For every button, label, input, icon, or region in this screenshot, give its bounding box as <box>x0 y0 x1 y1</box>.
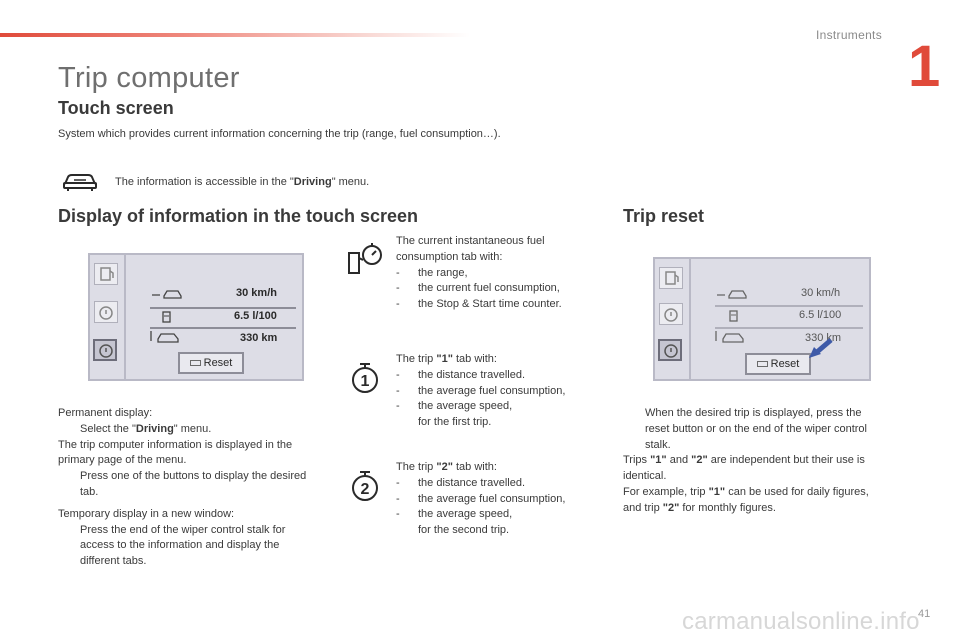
dash-glyph: - <box>396 400 400 413</box>
current-item-stop-start: the Stop & Start time counter. <box>418 298 562 311</box>
current-tab-block <box>396 234 596 313</box>
chapter-title: Instruments <box>816 28 882 42</box>
example-mid: can be used for daily figures, and trip <box>623 485 869 514</box>
trips-number-1: "1" <box>650 454 667 467</box>
reset-button[interactable] <box>745 353 811 375</box>
trips-and: and <box>666 454 692 467</box>
current-tab-item <box>396 297 596 313</box>
note-text-pre: The information is accessible in the " <box>115 176 294 188</box>
trip2-item <box>396 492 596 508</box>
current-item-range: the range, <box>418 266 468 279</box>
reset-chip-icon <box>190 360 201 366</box>
trip2-item-consumption: the average fuel consumption, <box>418 492 566 505</box>
permanent-display-title: Permanent display: <box>58 407 153 419</box>
trip1-item-speed: the average speed, <box>418 400 513 413</box>
select-text-post: " menu. <box>173 422 212 435</box>
permanent-display-block <box>58 406 316 570</box>
svg-text:1: 1 <box>360 373 370 390</box>
fuel-pump-icon <box>160 310 174 324</box>
trip2-tab-block <box>396 460 596 539</box>
range-value: 330 km <box>240 332 278 344</box>
trip1-item <box>396 384 596 400</box>
trip-reset-block <box>623 406 885 517</box>
screen-side-divider <box>689 257 691 381</box>
trip1-tab-intro <box>396 352 596 368</box>
row-divider <box>150 307 296 309</box>
trip2-tab-button[interactable] <box>658 339 682 361</box>
trip1-item-consumption: the average fuel consumption, <box>418 384 566 397</box>
example-post: for monthly figures. <box>679 501 776 514</box>
touch-screen-heading: Touch screen <box>58 98 174 118</box>
trip2-item-cont: for the second trip. <box>418 524 510 537</box>
fuel-tab-button[interactable] <box>659 267 683 289</box>
trip1-item-cont: for the first trip. <box>418 416 492 429</box>
screen-side-divider <box>124 253 126 381</box>
page-title: Trip computer <box>58 62 240 94</box>
driving-menu-note <box>115 175 595 191</box>
trip2-tab-button[interactable] <box>93 339 117 361</box>
trip2-item-distance: the distance travelled. <box>418 476 526 489</box>
dash-glyph: - <box>396 282 400 295</box>
dash-glyph: - <box>396 266 400 279</box>
trips-independent-text <box>623 453 885 485</box>
trip2-item <box>396 476 596 492</box>
range-value: 330 km <box>805 332 842 344</box>
when-desired-item <box>623 406 885 453</box>
press-buttons-item <box>58 469 316 501</box>
consumption-value: 6.5 l/100 <box>799 309 842 321</box>
row-divider <box>715 305 863 307</box>
select-driving-item <box>58 422 316 438</box>
trip1-tab-button[interactable] <box>659 303 683 325</box>
note-driving-bold: Driving <box>293 176 332 188</box>
temporary-display-title: Temporary display in a new window: <box>58 507 235 520</box>
range-flag-car-icon <box>713 329 753 345</box>
speed-value: 30 km/h <box>801 287 841 299</box>
reset-chip-icon <box>757 361 768 367</box>
watermark: carmanualsonline.info <box>682 608 920 635</box>
example-text <box>623 485 885 517</box>
dash-glyph: - <box>396 476 400 489</box>
current-tab-item <box>396 281 596 297</box>
trip1-stopwatch-icon <box>350 362 380 399</box>
dash-glyph: - <box>396 508 400 521</box>
reset-label: Reset <box>770 358 800 370</box>
header-accent-bar <box>0 33 470 37</box>
trip-reset-heading: Trip reset <box>623 206 705 226</box>
touch-screen-mockup <box>88 253 304 381</box>
trips-number-2: "2" <box>691 454 708 467</box>
range-car-icon <box>715 287 753 301</box>
press-stalk-item <box>58 523 316 570</box>
trip1-item <box>396 368 596 384</box>
trip2-number: "2" <box>436 461 453 473</box>
fuel-stopwatch-icon <box>345 240 385 281</box>
example-pre: For example, trip <box>623 485 709 498</box>
chapter-number: 1 <box>908 34 941 99</box>
trip2-item-speed: the average speed, <box>418 508 513 521</box>
svg-text:2: 2 <box>360 481 370 498</box>
example-number-1: "1" <box>708 485 726 498</box>
fuel-tab-button[interactable] <box>94 263 118 285</box>
current-tab-intro: The current instantaneous fuel consumption tab with: <box>396 235 545 263</box>
trip2-post: tab with: <box>452 461 497 473</box>
trip2-item <box>396 507 596 523</box>
primary-info-text: The trip computer information is displayed in the primary page of the menu. <box>58 438 293 467</box>
trips-post: are independent but their use is identical. <box>623 454 865 483</box>
dash-glyph: - <box>396 298 400 311</box>
range-flag-car-icon <box>148 329 188 345</box>
page-number: 41 <box>918 608 931 620</box>
press-arrow-icon <box>805 337 835 361</box>
trip1-post: tab with: <box>452 353 497 365</box>
reset-button[interactable] <box>178 352 244 374</box>
trips-pre: Trips <box>623 454 651 467</box>
car-icon <box>62 170 98 197</box>
dash-glyph: - <box>396 384 400 397</box>
trip1-tab-block <box>396 352 596 431</box>
example-number-2: "2" <box>662 501 680 514</box>
trip1-tab-button[interactable] <box>94 301 118 323</box>
consumption-value: 6.5 l/100 <box>234 310 277 322</box>
trip1-number: "1" <box>436 353 453 365</box>
press-buttons-text: Press one of the buttons to display the desired tab. <box>80 470 307 498</box>
select-driving-bold: Driving <box>135 422 174 435</box>
current-item-consumption: the current fuel consumption, <box>418 282 560 295</box>
speed-value: 30 km/h <box>236 287 277 299</box>
trip2-pre: The trip <box>396 461 437 473</box>
current-tab-item <box>396 266 596 282</box>
when-desired-text: When the desired trip is displayed, press the reset button or on the end of the wiper control stalk. <box>645 407 867 451</box>
trip1-pre: The trip <box>396 353 437 365</box>
trip1-item-distance: the distance travelled. <box>418 368 526 381</box>
trip2-stopwatch-icon <box>350 470 380 507</box>
display-section-heading: Display of information in the touch screen <box>58 206 419 226</box>
trip1-item <box>396 399 596 415</box>
reset-label: Reset <box>203 357 233 369</box>
dash-glyph: - <box>396 492 400 505</box>
press-stalk-text: Press the end of the wiper control stalk for access to the information and display the different tabs. <box>80 523 286 568</box>
reset-screen-mockup <box>653 257 871 381</box>
trip2-tab-intro <box>396 460 596 476</box>
select-text-pre: Select the " <box>80 422 136 435</box>
dash-glyph: - <box>396 368 400 381</box>
fuel-pump-icon <box>727 309 741 323</box>
note-text-post: " menu. <box>331 176 370 188</box>
range-car-icon <box>150 287 188 301</box>
touch-screen-description: System which provides current information concerning the trip (range, fuel consumption…). <box>58 128 501 140</box>
